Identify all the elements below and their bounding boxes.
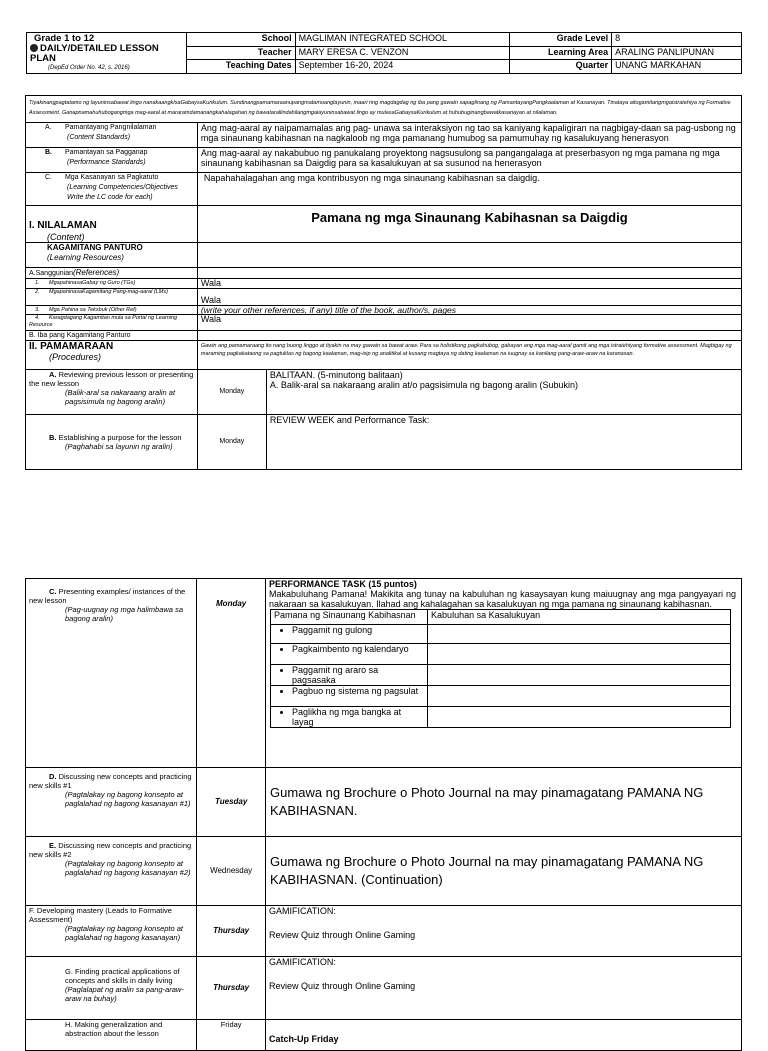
other-resources-label: B. Iba pang Kagamitang Panturo <box>26 331 198 341</box>
objective-a-sub: (Content Standards) <box>67 134 131 141</box>
quarter-label: Quarter <box>510 60 612 74</box>
references-label <box>26 268 198 279</box>
pt-col2-header: Kabuluhan sa Kasalukuyan <box>428 610 731 625</box>
proc-h-day: Friday <box>197 1020 266 1051</box>
header-table <box>26 32 742 74</box>
proc-a-letter: A. <box>49 370 57 379</box>
procedures-note: Gawin ang pamamaraang ito nang buong linggo at tiyakin na may gawain sa bawat araw. Para sa holistikong pagkahubog, gabayan ang mga mag-aaral gamit ang mga istratehiyang formative assessment. Magbigay ng maraming pagkakataong sa pagtuklas ng bagong kaalaman, mag-isip ng analitikal at kusang magtaya ng dating kaalaman na iuugnay sa kanilang pang-araw-araw na karanasan. <box>197 341 741 370</box>
ref-2-label <box>26 289 198 306</box>
proc-f-text <box>266 906 742 957</box>
proc-a-label <box>26 370 198 415</box>
pt-row-value <box>428 665 731 686</box>
proc-g-text1: GAMIFICATION: <box>269 957 336 967</box>
proc-a-sub: (Balik-aral sa nakaraang aralin at pagsisimula ng bagong aralin) <box>65 388 176 406</box>
proc-g-text <box>266 957 742 1020</box>
proc-e-title: Discussing new concepts and practicing new skills #2 <box>29 841 192 859</box>
objective-c-letter: C. <box>45 174 52 181</box>
proc-a-day: Monday <box>197 370 266 415</box>
ref-2-num: 2. <box>35 289 40 295</box>
lesson-plan-table-1 <box>25 95 742 470</box>
ref-1-num: 1. <box>35 280 40 286</box>
proc-a-text2: A. Balik-aral sa nakaraang aralin at/o pagsisimula ng bagong aralin (Subukin) <box>269 380 578 390</box>
proc-b-sub: (Paghahabi sa layunin ng aralin) <box>65 442 173 451</box>
proc-e-label <box>26 837 197 906</box>
header-title-line2 <box>30 44 183 64</box>
pt-row-value <box>428 707 731 728</box>
proc-d-sub: (Pagtalakay ng bagong konsepto at paglalahad ng bagong kasanayan #1) <box>65 790 191 808</box>
content-label: I. NILALAMAN <box>29 220 97 231</box>
proc-g-sub: (Paglalapat ng aralin sa pang-araw-araw na buhay) <box>65 985 184 1003</box>
resources-value <box>197 243 741 268</box>
pt-row <box>271 686 428 707</box>
proc-f-sub: (Pagtalakay ng bagong konsepto at paglalahad ng bagong kasanayan) <box>65 924 184 942</box>
deped-logo-icon <box>30 44 38 52</box>
proc-c-label <box>26 579 197 768</box>
area-value: ARALING PANLIPUNAN <box>612 46 742 60</box>
proc-h-title: H. Making generalization and abstraction about the lesson <box>65 1020 163 1038</box>
proc-f-label <box>26 906 197 957</box>
ref-4-num: 4. <box>35 315 40 321</box>
content-sub: (Content) <box>47 232 85 242</box>
proc-e-day: Wednesday <box>197 837 266 906</box>
proc-b-letter: B. <box>49 433 57 442</box>
proc-b-label <box>26 415 198 470</box>
pt-row-text: • Paggamit ng araro sa pagsasaka <box>292 665 424 685</box>
other-resources-value <box>197 331 741 341</box>
proc-d-title: Discussing new concepts and practicing new skills #1 <box>29 772 192 790</box>
proc-c-title: Presenting examples/ instances of the new lesson <box>29 587 186 605</box>
proc-f-day: Thursday <box>197 906 266 957</box>
pt-row-text: • Paglikha ng mga bangka at layag <box>292 707 424 727</box>
objective-c-label <box>26 173 198 206</box>
proc-d-text: Gumawa ng Brochure o Photo Journal na may pinamagatang PAMANA NG KABIHASNAN. <box>266 768 742 837</box>
pt-row-text: • Paggamit ng gulong <box>292 625 424 635</box>
proc-e-letter: E. <box>49 841 57 850</box>
pt-col1-header: Pamana ng Sinaunang Kabihasnan <box>271 610 428 625</box>
procedures-sub: (Procedures) <box>49 352 102 362</box>
resources-sub: (Learning Resources) <box>47 253 124 262</box>
proc-a-text <box>266 370 741 415</box>
performance-task-cell <box>266 579 742 768</box>
quarter-value: UNANG MARKAHAN <box>612 60 742 74</box>
objective-b-label <box>26 148 198 173</box>
objective-a-text: Ang mag-aaral ay naipamamalas ang pag- unawa sa interaksiyon ng tao sa kaniyang kapaligiran na nagbigay-daan sa pag-usbong ng mga sinaunang kabihasnan na nagkaloob ng mga pamanang humubog sa pamumuhay ng kasalukuyang henerasyon <box>197 123 741 148</box>
proc-f-title: F. Developing mastery (Leads to Formative Assessment) <box>29 906 172 924</box>
ref-2-value: Wala <box>197 289 741 306</box>
ref-3-value: (write your other references, if any) title of the book, author/s, pages <box>197 306 741 315</box>
ref-4-label <box>26 315 198 331</box>
deped-order: (DepEd Order No. 42, s. 2016) <box>48 65 130 71</box>
proc-g-label <box>26 957 197 1020</box>
objective-b-letter: B. <box>45 149 52 156</box>
objective-a-label <box>26 123 198 148</box>
content-label-cell <box>26 206 198 243</box>
performance-task-text: Makabuluhang Pamana! Makikita ang tunay na kabuluhan ng kasaysayan kung maiuugnay ang mga pangyayari ng nakaraan sa kasalukuyan. Ilahad ang kahalagahan sa kasalukuyan ng mga pamana ng sinaunang kabihasnan. <box>269 589 736 609</box>
ref-3-text: Mga Pahina sa Teksbuk (Other Ref) <box>49 307 137 313</box>
proc-b-text: REVIEW WEEK and Performance Task: <box>266 415 741 470</box>
teacher-label: Teacher <box>186 46 295 60</box>
pt-row <box>271 625 428 644</box>
proc-c-letter: C. <box>49 587 57 596</box>
ref-4-value: Wala <box>197 315 741 331</box>
proc-a-title: Reviewing previous lesson or presenting the new lesson <box>29 370 194 388</box>
area-label: Learning Area <box>510 46 612 60</box>
pt-row <box>271 707 428 728</box>
pt-row-value <box>428 644 731 665</box>
lesson-plan-table-2 <box>25 578 742 1051</box>
proc-b-day: Monday <box>197 415 266 470</box>
procedures-label: II. PAMAMARAAN <box>29 341 114 352</box>
ref-3-num: 3. <box>35 307 40 313</box>
proc-h-text: Catch-Up Friday <box>266 1020 742 1051</box>
ref-1-label <box>26 279 198 289</box>
proc-g-text2: Review Quiz through Online Gaming <box>269 981 416 991</box>
dates-label: Teaching Dates <box>186 60 295 74</box>
objective-c-title: Mga Kasanayan sa Pagkatuto <box>64 174 159 181</box>
grade-value: 8 <box>612 33 742 47</box>
objective-a-title: Pamantayang Pangnilalaman <box>64 124 157 131</box>
header-title-line1: Grade 1 to 12 <box>34 33 95 44</box>
proc-b-title: Establishing a purpose for the lesson <box>58 433 182 442</box>
references-label-b: (References) <box>72 268 120 277</box>
pt-row-value <box>428 625 731 644</box>
proc-f-text1: GAMIFICATION: <box>269 906 336 916</box>
ref-1-text: MgapahinasaGabay ng Guro (TGs) <box>49 280 136 286</box>
proc-a-text1: BALITAAN. (5-minutong balitaan) <box>269 370 403 380</box>
ref-3-label <box>26 306 198 315</box>
proc-g-day: Thursday <box>197 957 266 1020</box>
resources-label-cell <box>26 243 198 268</box>
proc-d-letter: D. <box>49 772 57 781</box>
resources-label: KAGAMITANG PANTURO <box>47 243 143 252</box>
intro-note: Tiyakinangpagtatamo ng layuninsabawat lingo nanakaangkIsaGabaysaKurikulum. Sundinangpamamaraanupangmatamoanglayunin, maari ring magdagdag ng iba pang gawain sapaglinang ng PamantayangPangkaalaman at Kasanayan. Tinataya aitogamitangmgaistratehiya ng Formative Assessment. Ganapnamahuhubogangmga mag-aaral at mararamdamanangkahalagahan ng bawatarallindahilangmgalayuninsabawat lingo ay mulasaGabaysaKurikulum at huhubuginangbawatkasanayan at nilalaman. <box>26 96 742 123</box>
pt-row <box>271 644 428 665</box>
procedures-label-cell <box>26 341 198 370</box>
objective-a-letter: A. <box>45 124 52 131</box>
references-label-a: A.Sanggunian <box>29 270 73 277</box>
pt-row-text: • Pagbuo ng sistema ng pagsulat <box>292 686 424 696</box>
proc-c-sub: (Pag-uugnay ng mga halimbawa sa bagong aralin) <box>65 605 183 623</box>
dates-value: September 16-20, 2024 <box>295 60 510 74</box>
objective-b-text: Ang mag-aaral ay nakabubuo ng panukalang proyektong nagsusulong sa pangangalaga at preserbasyon ng mga pamana ng mga sinaunang kabihasnan sa Daigdig para sa kasalukuyan at sa susunod na henerasyon <box>197 148 741 173</box>
ref-1-value: Wala <box>197 279 741 289</box>
objective-c-text: Napahahalagahan ang mga kontribusyon ng mga sinaunang kabihasnan sa daigdig. <box>197 173 741 206</box>
pt-row-text: • Pagkaimbento ng kalendaryo <box>292 644 424 654</box>
proc-d-label <box>26 768 197 837</box>
proc-e-text: Gumawa ng Brochure o Photo Journal na may pinamagatang PAMANA NG KABIHASNAN. (Continuation) <box>266 837 742 906</box>
content-title: Pamana ng mga Sinaunang Kabihasnan sa Daigdig <box>197 206 741 243</box>
proc-c-day: Monday <box>197 579 266 768</box>
proc-g-title: G. Finding practical applications of concepts and skills in daily living <box>65 967 180 985</box>
header-title-line2-text: DAILY/DETAILED LESSON PLAN <box>30 43 159 64</box>
objective-b-title: Pamantayan sa Pagganap <box>64 149 148 156</box>
pt-row-value <box>428 686 731 707</box>
header-title-cell <box>27 33 187 74</box>
proc-f-text2: Review Quiz through Online Gaming <box>269 930 416 940</box>
ref-2-text: MgapahinasaKagamitang Pang-mag-aaral (LMs) <box>49 289 168 295</box>
proc-d-day: Tuesday <box>197 768 266 837</box>
objective-c-sub: (Learning Competencies/Objectives Write the LC code for each) <box>67 184 178 201</box>
school-value: MAGLIMAN INTEGRATED SCHOOL <box>295 33 510 47</box>
proc-e-sub: (Pagtalakay ng bagong konsepto at paglalahad ng bagong kasanayan #2) <box>65 859 191 877</box>
grade-label: Grade Level <box>510 33 612 47</box>
proc-h-label <box>26 1020 197 1051</box>
school-label: School <box>186 33 295 47</box>
objective-b-sub: (Performance Standards) <box>67 159 146 166</box>
performance-task-title: PERFORMANCE TASK (15 puntos) <box>269 579 417 589</box>
pt-row <box>271 665 428 686</box>
references-value <box>197 268 741 279</box>
teacher-value: MARY ERESA C. VENZON <box>295 46 510 60</box>
performance-task-table <box>270 609 731 728</box>
ref-4-text: Karagdagang Kagamitan mula sa Portal ng Learning Resource <box>29 315 178 328</box>
